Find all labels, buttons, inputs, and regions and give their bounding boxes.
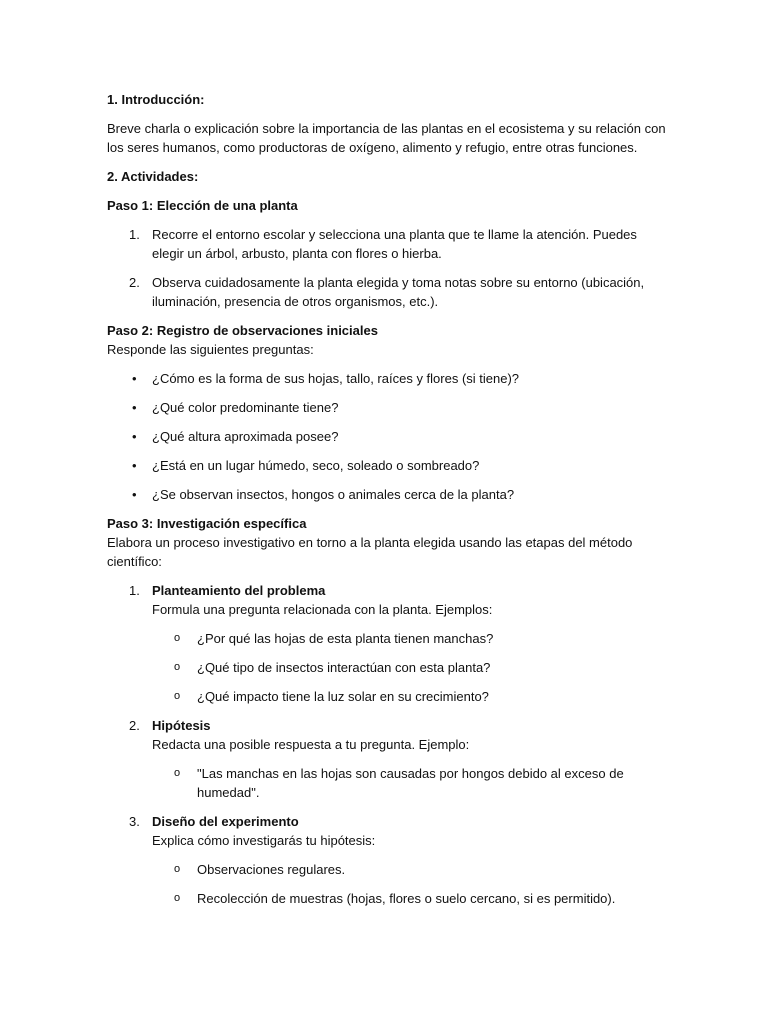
sub-list	[152, 764, 667, 802]
list-item-text: ¿Está en un lugar húmedo, seco, soleado o sombreado?	[152, 458, 480, 473]
bullet-marker: •	[132, 400, 137, 415]
sub-list-item	[152, 687, 667, 706]
sub-list-item	[152, 764, 667, 802]
bullet-marker: •	[132, 487, 137, 502]
stage-text: Formula una pregunta relacionada con la planta. Ejemplos:	[152, 602, 493, 617]
circle-marker: o	[174, 690, 181, 702]
step3-block	[107, 514, 667, 571]
bullet-marker: •	[132, 458, 137, 473]
step2-intro: Responde las siguientes preguntas:	[107, 342, 314, 357]
bullet-marker: •	[132, 371, 137, 386]
step2-question-list	[107, 369, 667, 504]
stage-title: Diseño del experimento	[152, 814, 299, 829]
list-item-text: Recorre el entorno escolar y selecciona una planta que te llame la atención. Puedes elegir un árbol, arbusto, planta con flores o hierba.	[152, 227, 637, 261]
step3-intro: Elabora un proceso investigativo en torno a la planta elegida usando las etapas del método científico:	[107, 535, 633, 569]
stage-title: Planteamiento del problema	[152, 583, 326, 598]
intro-heading: 1. Introducción:	[107, 92, 205, 107]
document-page	[107, 90, 667, 918]
sub-list-item-text: ¿Por qué las hojas de esta planta tienen manchas?	[197, 631, 494, 646]
list-item	[107, 812, 667, 908]
list-item	[107, 369, 667, 388]
sub-list-item	[152, 860, 667, 879]
stage-text: Redacta una posible respuesta a tu pregunta. Ejemplo:	[152, 737, 470, 752]
list-number: 2.	[129, 718, 140, 733]
list-item	[107, 273, 667, 311]
sub-list-item-text: ¿Qué impacto tiene la luz solar en su crecimiento?	[197, 689, 489, 704]
list-item-text: ¿Qué color predominante tiene?	[152, 400, 339, 415]
list-item-text: ¿Cómo es la forma de sus hojas, tallo, raíces y flores (si tiene)?	[152, 371, 520, 386]
list-item	[107, 716, 667, 802]
step2-title: Paso 2: Registro de observaciones iniciales	[107, 323, 378, 338]
sub-list	[152, 629, 667, 706]
list-number: 2.	[129, 275, 140, 290]
step2-block	[107, 321, 667, 359]
circle-marker: o	[174, 767, 181, 779]
list-item	[107, 225, 667, 263]
step3-title: Paso 3: Investigación específica	[107, 516, 307, 531]
circle-marker: o	[174, 892, 181, 904]
sub-list-item-text: Observaciones regulares.	[197, 862, 346, 877]
circle-marker: o	[174, 863, 181, 875]
intro-paragraph: Breve charla o explicación sobre la importancia de las plantas en el ecosistema y su relación con los seres humanos, como productoras de oxígeno, alimento y refugio, entre otras funciones.	[107, 121, 666, 155]
list-item	[107, 398, 667, 417]
list-item	[107, 456, 667, 475]
sub-list	[152, 860, 667, 908]
list-item	[107, 485, 667, 504]
circle-marker: o	[174, 632, 181, 644]
sub-list-item	[152, 629, 667, 648]
circle-marker: o	[174, 661, 181, 673]
sub-list-item	[152, 658, 667, 677]
list-item-text: ¿Qué altura aproximada posee?	[152, 429, 339, 444]
stage-text: Explica cómo investigarás tu hipótesis:	[152, 833, 376, 848]
sub-list-item-text: ¿Qué tipo de insectos interactúan con esta planta?	[197, 660, 491, 675]
list-item	[107, 427, 667, 446]
step1-title: Paso 1: Elección de una planta	[107, 198, 298, 213]
stage-title: Hipótesis	[152, 718, 211, 733]
list-item	[107, 581, 667, 706]
list-item-text: Observa cuidadosamente la planta elegida y toma notas sobre su entorno (ubicación, iluminación, presencia de otros organismos, etc.).	[152, 275, 645, 309]
step1-list	[107, 225, 667, 311]
list-number: 1.	[129, 227, 140, 242]
bullet-marker: •	[132, 429, 137, 444]
sub-list-item-text: "Las manchas en las hojas son causadas por hongos debido al exceso de humedad".	[197, 766, 624, 800]
activities-heading: 2. Actividades:	[107, 169, 199, 184]
list-number: 1.	[129, 583, 140, 598]
step3-stage-list	[107, 581, 667, 908]
list-item-text: ¿Se observan insectos, hongos o animales cerca de la planta?	[152, 487, 515, 502]
sub-list-item-text: Recolección de muestras (hojas, flores o suelo cercano, si es permitido).	[197, 891, 616, 906]
sub-list-item	[152, 889, 667, 908]
list-number: 3.	[129, 814, 140, 829]
